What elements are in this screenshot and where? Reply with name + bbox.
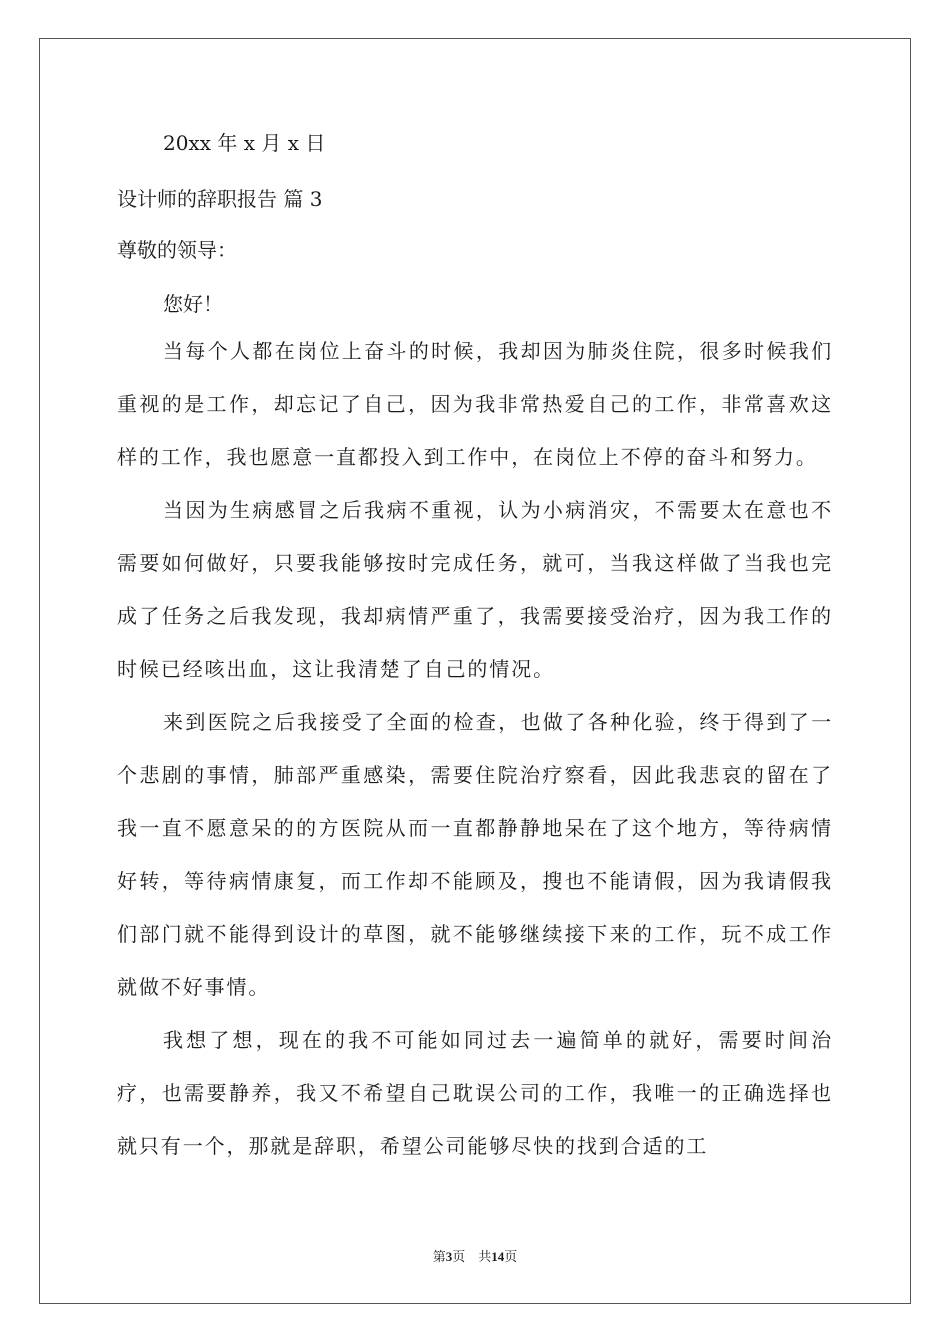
paragraph-3: 来到医院之后我接受了全面的检查，也做了各种化验，终于得到了一个悲剧的事情，肺部严重感染，需要住院治疗察看，因此我悲哀的留在了我一直不愿意呆的的方医院从而一直都静静地呆在了这个地方，等待病情好转，等待病情康复，而工作却不能顾及，搜也不能请假，因为我请假我们部门就不能得到设计的草图，就不能够继续接下来的工作，玩不成工作就做不好事情。 <box>117 710 833 999</box>
page-footer <box>0 1248 950 1267</box>
footer-page-suffix: 页 <box>504 1250 518 1265</box>
section-title: 设计师的辞职报告 篇 3 <box>117 187 323 211</box>
salutation: 尊敬的领导： <box>117 238 237 262</box>
greeting: 您好！ <box>163 292 223 316</box>
paragraph-2: 当因为生病感冒之后我病不重视，认为小病消灾，不需要太在意也不需要如何做好，只要我能够按时完成任务，就可，当我这样做了当我也完成了任务之后我发现，我却病情严重了，我需要接受治疗，因为我工作的时候已经咳出血，这让我清楚了自己的情况。 <box>117 498 833 681</box>
date-line: 20xx 年 x 月 x 日 <box>163 131 326 155</box>
document-body <box>117 128 833 1173</box>
footer-page-mid: 页 共 <box>452 1250 492 1265</box>
letter-body <box>117 325 833 1173</box>
footer-page-current: 3 <box>445 1249 453 1264</box>
paragraph-1: 当每个人都在岗位上奋斗的时候，我却因为肺炎住院，很多时候我们重视的是工作，却忘记了自己，因为我非常热爱自己的工作，非常喜欢这样的工作，我也愿意一直都投入到工作中，在岗位上不停的奋斗和努力。 <box>117 339 833 469</box>
footer-page-prefix: 第 <box>432 1250 446 1265</box>
paragraph-4: 我想了想，现在的我不可能如同过去一遍简单的就好，需要时间治疗，也需要静养，我又不希望自己耽误公司的工作，我唯一的正确选择也就只有一个，那就是辞职，希望公司能够尽快的找到合适的工 <box>117 1028 833 1158</box>
footer-page-total: 14 <box>491 1249 505 1264</box>
